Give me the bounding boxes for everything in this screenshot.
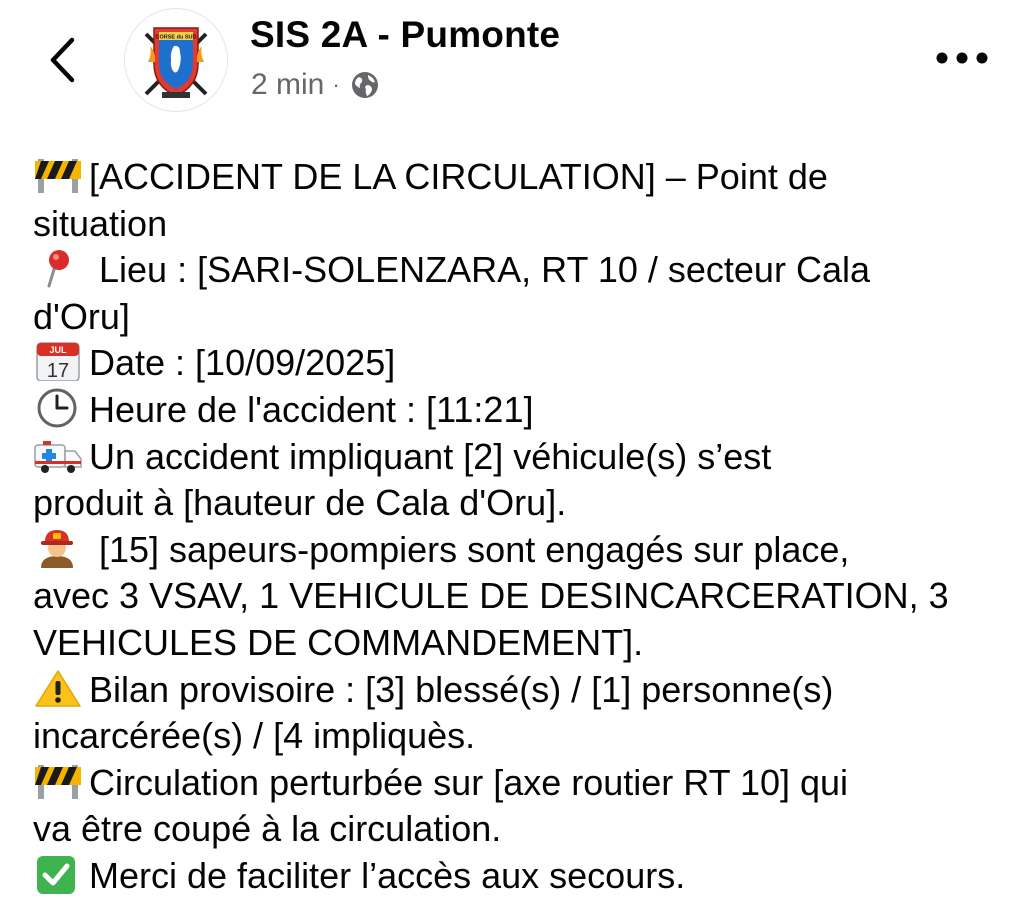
- post-line-text: incarcérée(s) / [4 impliquès.: [33, 715, 476, 757]
- post-line: [33, 247, 1005, 294]
- post-line-text: Circulation perturbée sur [axe routier RT 10] qui: [89, 761, 849, 803]
- post-meta: [251, 66, 380, 104]
- post-line: [33, 806, 1005, 853]
- construction-icon: [33, 155, 83, 195]
- post-line-text: va être coupé à la circulation.: [33, 808, 502, 850]
- post-line: [33, 853, 1005, 900]
- post-line-text: Un accident impliquant [2] véhicule(s) s’est: [89, 435, 772, 477]
- construction-icon: [33, 761, 83, 801]
- post-line-text: VEHICULES DE COMMANDEMENT].: [33, 621, 644, 663]
- post-line: [33, 480, 1005, 527]
- post-line: [33, 667, 1005, 714]
- post-line: [33, 620, 1005, 667]
- firefighter-icon: [33, 528, 83, 568]
- logo-text: CORSE du SUD: [155, 34, 197, 41]
- post-line-text: Merci de faciliter l’accès aux secours.: [89, 854, 686, 896]
- post-line-text: Heure de l'accident : [11:21]: [89, 388, 534, 430]
- more-options-button[interactable]: [930, 38, 994, 78]
- post-line-text: avec 3 VSAV, 1 VEHICULE DE DESINCARCERATION, 3: [33, 575, 949, 617]
- meta-separator: ·: [332, 72, 340, 97]
- post-text: [33, 154, 1005, 900]
- sis-logo: [128, 12, 224, 108]
- post-line: [33, 434, 1005, 481]
- post-line: [33, 294, 1005, 341]
- post-line-text: situation: [33, 202, 168, 244]
- calendar-icon: [33, 341, 83, 381]
- page-avatar[interactable]: [124, 8, 228, 112]
- post-header: [0, 0, 1024, 130]
- post-line: [33, 527, 1005, 574]
- more-horizontal-icon: [934, 51, 990, 65]
- post-line-text: Bilan provisoire : [3] blessé(s) / [1] personne(s): [89, 668, 834, 710]
- calendar-month: JUL: [49, 345, 67, 356]
- post-line: [33, 573, 1005, 620]
- post-line-text: Date : [10/09/2025]: [89, 342, 396, 384]
- post-line-text: [ACCIDENT DE LA CIRCULATION] – Point de: [89, 156, 828, 197]
- post-line: [33, 340, 1005, 387]
- post-line: [33, 154, 1005, 201]
- clock-icon: [33, 388, 83, 428]
- calendar-day: 17: [46, 360, 70, 382]
- round-pushpin-icon: [33, 248, 83, 288]
- post-line-text: [15] sapeurs-pompiers sont engagés sur place,: [89, 528, 850, 570]
- check-mark-icon: [33, 854, 83, 894]
- timestamp[interactable]: 2 min: [251, 68, 325, 101]
- post-line: [33, 713, 1005, 760]
- post-line: [33, 387, 1005, 434]
- post-line-text: produit à [hauteur de Cala d'Oru].: [33, 482, 567, 524]
- globe-icon[interactable]: [350, 70, 380, 100]
- ambulance-icon: [33, 435, 83, 475]
- post-line-text: Lieu : [SARI-SOLENZARA, RT 10 / secteur Cala: [89, 249, 870, 291]
- post-line: [33, 760, 1005, 807]
- warning-icon: [33, 668, 83, 708]
- post-line: [33, 201, 1005, 248]
- chevron-left-icon: [47, 36, 77, 84]
- post-line-text: d'Oru]: [33, 295, 130, 337]
- page-name[interactable]: SIS 2A - Pumonte: [250, 14, 561, 55]
- back-button[interactable]: [38, 30, 86, 90]
